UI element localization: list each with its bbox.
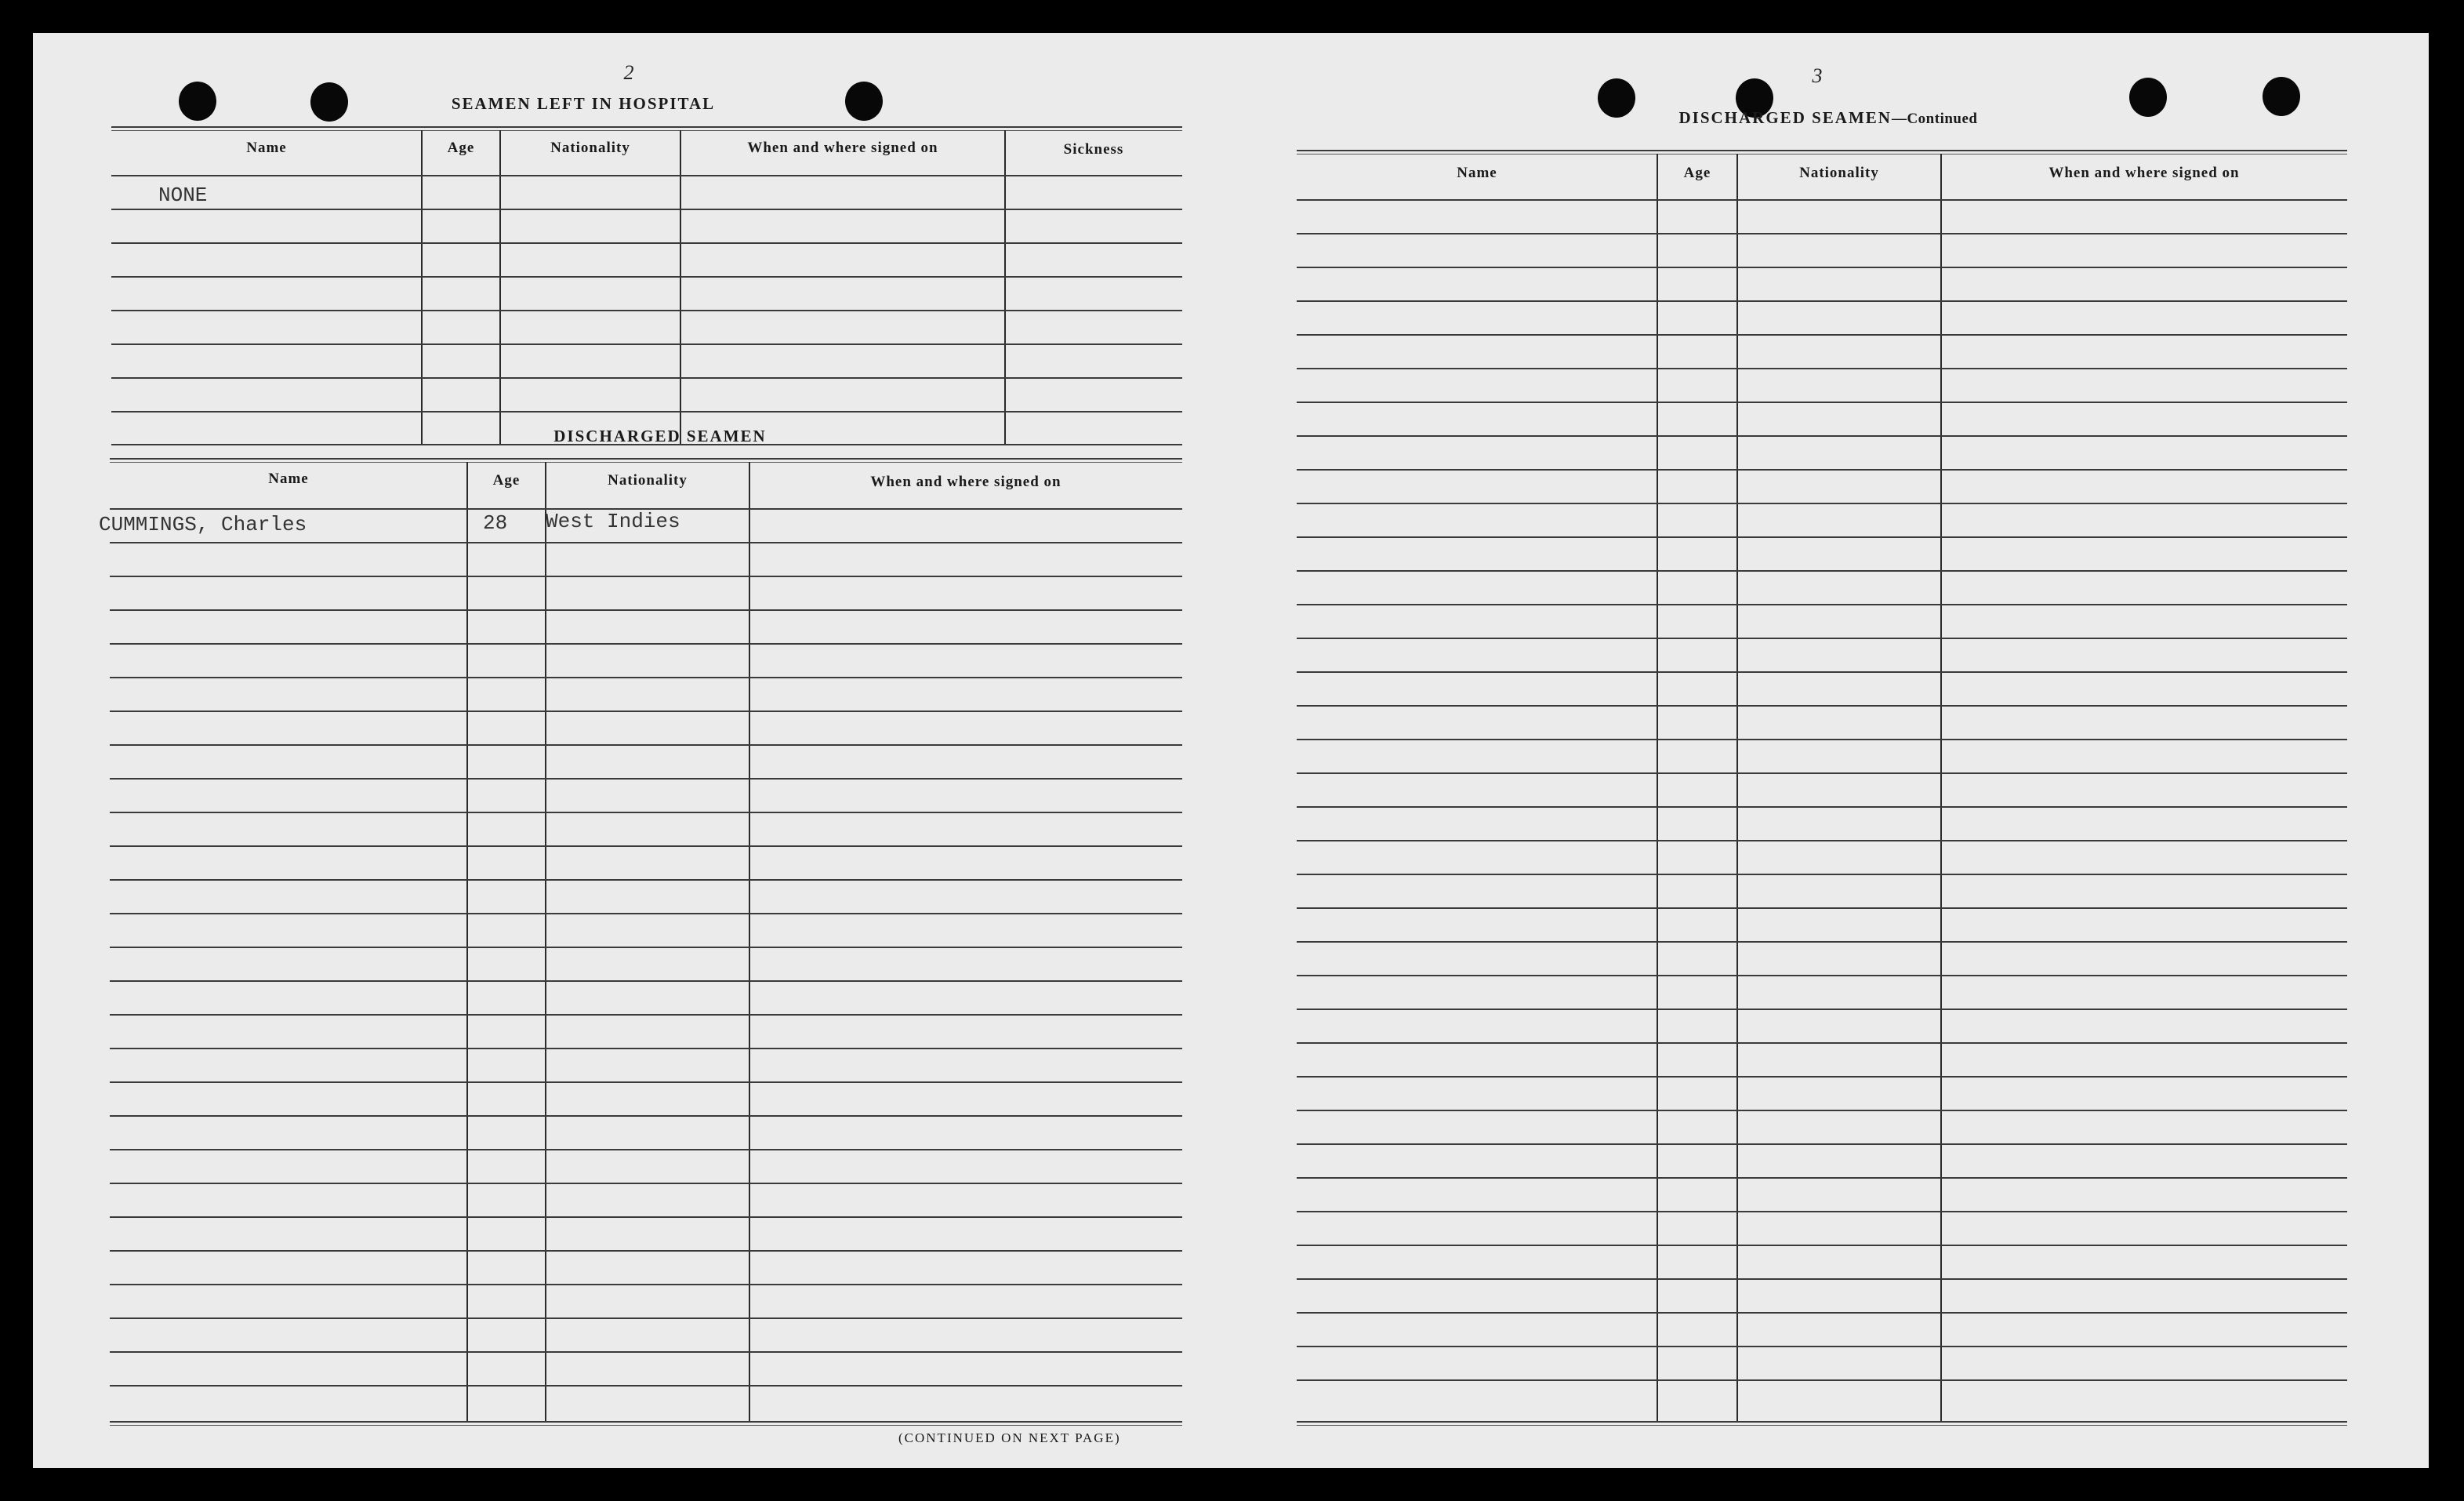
row-rule (1297, 1042, 2347, 1044)
row-rule (1297, 638, 2347, 639)
column-header-signed-on: When and where signed on (870, 474, 1061, 490)
column-header-nationality: Nationality (1799, 165, 1879, 181)
row-rule (1297, 334, 2347, 336)
row-rule (110, 845, 1182, 847)
row-rule (1297, 840, 2347, 841)
column-header-age: Age (1683, 165, 1711, 181)
column-divider (1736, 154, 1738, 1421)
row-rule (110, 1183, 1182, 1184)
row-rule (111, 209, 1182, 210)
row-rule (1297, 402, 2347, 403)
row-rule (110, 1216, 1182, 1218)
column-header-name: Name (1457, 165, 1497, 181)
hospital-entry-name: NONE (158, 184, 208, 207)
row-rule (110, 1284, 1182, 1285)
column-divider (421, 130, 423, 444)
discharged-entry-nationality: West Indies (546, 510, 680, 533)
column-divider (545, 462, 546, 1422)
table-rule (1297, 1425, 2347, 1426)
row-rule (1297, 1278, 2347, 1280)
row-rule (111, 377, 1182, 379)
row-rule (1297, 907, 2347, 909)
table-rule (111, 126, 1182, 128)
page-number: 3 (1812, 64, 1823, 87)
row-rule (1297, 368, 2347, 369)
row-rule (1297, 1076, 2347, 1078)
row-rule (110, 879, 1182, 881)
row-rule (1297, 199, 2347, 201)
row-rule (110, 1317, 1182, 1319)
row-rule (110, 1385, 1182, 1387)
row-rule (1297, 267, 2347, 268)
row-rule (110, 1048, 1182, 1049)
table-rule (110, 1421, 1182, 1423)
row-rule (1297, 503, 2347, 504)
row-rule (110, 609, 1182, 611)
row-rule (1297, 604, 2347, 605)
table-rule (110, 462, 1182, 463)
row-rule (110, 1081, 1182, 1083)
column-divider (1004, 130, 1006, 444)
row-rule (111, 242, 1182, 244)
row-rule (110, 980, 1182, 982)
row-rule (111, 276, 1182, 278)
row-rule (1297, 1312, 2347, 1314)
section-title-suffix: —Continued (1891, 111, 1978, 127)
row-rule (110, 812, 1182, 813)
row-rule (1297, 1346, 2347, 1347)
row-rule (1297, 874, 2347, 875)
column-divider (499, 130, 501, 444)
punch-hole (179, 82, 216, 121)
row-rule (1297, 806, 2347, 808)
table-rule (110, 1425, 1182, 1426)
document-sheet (33, 33, 2429, 1468)
column-header-signed-on: When and where signed on (2048, 165, 2240, 181)
punch-hole (2263, 77, 2300, 116)
row-rule (110, 542, 1182, 543)
row-rule (1297, 671, 2347, 673)
row-rule (111, 411, 1182, 413)
row-rule (1297, 1143, 2347, 1145)
row-rule (1297, 941, 2347, 943)
row-rule (110, 677, 1182, 678)
column-divider (466, 462, 468, 1422)
row-rule (110, 643, 1182, 645)
discharged-entry-name: CUMMINGS, Charles (99, 513, 307, 536)
section-title-discharged-continued (1577, 108, 2079, 128)
row-rule (1297, 570, 2347, 572)
page-number: 2 (623, 61, 634, 84)
row-rule (1297, 435, 2347, 437)
table-rule (1297, 1421, 2347, 1423)
row-rule (110, 778, 1182, 780)
row-rule (1297, 739, 2347, 740)
row-rule (110, 576, 1182, 577)
row-rule (110, 1014, 1182, 1016)
column-header-sickness: Sickness (1063, 141, 1124, 158)
table-rule (111, 130, 1182, 131)
row-rule (1297, 1245, 2347, 1246)
column-divider (1940, 154, 1942, 1421)
row-rule (1297, 975, 2347, 976)
row-rule (1297, 536, 2347, 538)
column-header-age: Age (447, 140, 475, 156)
section-title-hospital: SEAMEN LEFT IN HOSPITAL (451, 94, 716, 113)
punch-hole (2129, 78, 2167, 117)
column-header-nationality: Nationality (608, 472, 688, 489)
column-divider (749, 462, 750, 1422)
row-rule (1297, 1379, 2347, 1381)
column-header-name: Name (268, 471, 309, 487)
row-rule (110, 1250, 1182, 1252)
table-rule (1297, 150, 2347, 151)
row-rule (110, 744, 1182, 746)
column-header-nationality: Nationality (550, 140, 630, 156)
row-rule (1297, 705, 2347, 707)
row-rule (1297, 1211, 2347, 1212)
section-title-text: DISCHARGED SEAMEN (1678, 108, 1892, 127)
column-header-name: Name (246, 140, 287, 156)
row-rule (110, 711, 1182, 712)
punch-hole (845, 82, 883, 121)
row-rule (1297, 1110, 2347, 1111)
row-rule (1297, 233, 2347, 234)
column-divider (1657, 154, 1658, 1421)
row-rule (110, 913, 1182, 914)
row-rule (110, 1115, 1182, 1117)
row-rule (110, 947, 1182, 948)
row-rule (111, 175, 1182, 176)
row-rule (110, 1351, 1182, 1353)
column-divider (680, 130, 681, 444)
row-rule (1297, 1177, 2347, 1179)
section-title-discharged: DISCHARGED SEAMEN (553, 427, 767, 445)
row-rule (111, 310, 1182, 311)
column-header-age: Age (492, 472, 521, 489)
discharged-entry-age: 28 (483, 511, 508, 535)
row-rule (111, 343, 1182, 345)
row-rule (1297, 469, 2347, 471)
row-rule (1297, 772, 2347, 774)
row-rule (110, 1149, 1182, 1150)
continued-note: (CONTINUED ON NEXT PAGE) (898, 1430, 1121, 1445)
table-rule (110, 458, 1182, 460)
row-rule (1297, 300, 2347, 302)
row-rule (1297, 1009, 2347, 1010)
column-header-signed-on: When and where signed on (747, 140, 938, 156)
punch-hole (310, 82, 348, 122)
